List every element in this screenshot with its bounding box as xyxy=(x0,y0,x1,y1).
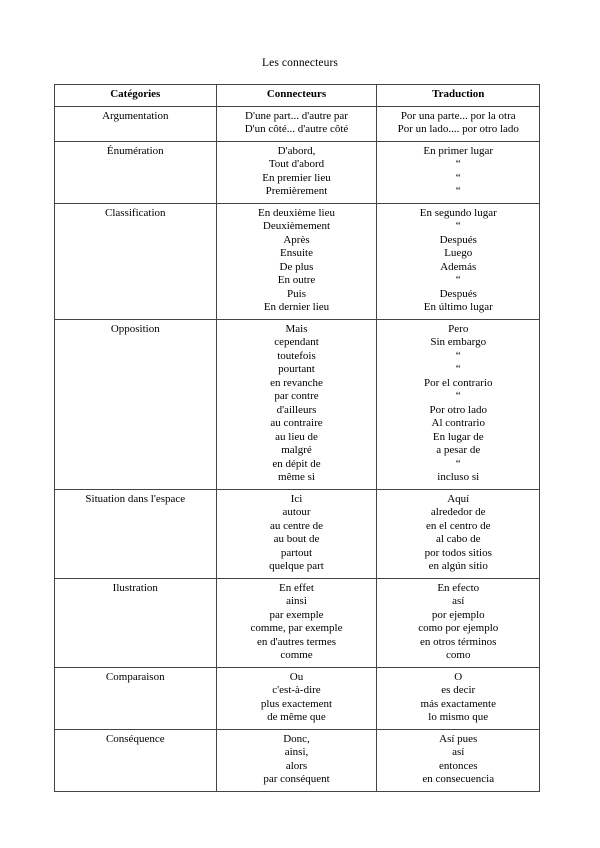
connector-line: comme xyxy=(280,649,313,661)
translation-line: Aquí xyxy=(447,492,470,505)
translation-line: “ xyxy=(455,171,461,184)
translation-line: alrededor de xyxy=(430,506,486,518)
translation-line: En efecto xyxy=(437,581,480,594)
connector-line: Mais xyxy=(285,322,308,335)
translation-line: Al contrario xyxy=(431,417,485,429)
connector-cell xyxy=(216,319,377,489)
translation-line: “ xyxy=(455,220,461,232)
translation-line: incluso si xyxy=(437,471,480,483)
connector-line: Puis xyxy=(287,287,306,300)
connector-cell xyxy=(216,106,377,141)
connector-line: En premier lieu xyxy=(262,171,331,184)
connector-line: au lieu de xyxy=(275,430,318,443)
translation-line: es decir xyxy=(441,684,476,696)
connector-line: D'abord, xyxy=(277,144,316,157)
connector-line: toutefois xyxy=(277,349,316,362)
category-label: Opposition xyxy=(110,322,160,335)
translation-line: como xyxy=(446,649,471,661)
translation-line: en el centro de xyxy=(426,519,491,532)
connector-line: D'une part... d'autre par xyxy=(245,109,348,122)
category-label: Situation dans l'espace xyxy=(85,492,186,505)
translation-line: Además xyxy=(440,260,477,273)
connector-line: par exemple xyxy=(269,608,324,621)
connector-line: Ici xyxy=(290,492,303,505)
translation-line: “ xyxy=(455,274,461,286)
connector-line: Après xyxy=(283,233,310,246)
connector-line: plus exactement xyxy=(260,697,333,710)
translation-line: al cabo de xyxy=(435,533,481,545)
translation-cell xyxy=(377,489,540,578)
connector-line: en revanche xyxy=(270,376,323,389)
connector-line: par contre xyxy=(274,390,319,402)
connector-line: au bout de xyxy=(273,533,320,545)
connector-line: En deuxième lieu xyxy=(258,206,335,219)
translation-line: Después xyxy=(439,287,477,300)
connector-cell xyxy=(216,667,377,729)
category-label: Comparaison xyxy=(105,670,165,683)
translation-line: a pesar de xyxy=(436,444,481,456)
translation-line: Sin embargo xyxy=(430,336,487,348)
connector-line: en d'autres termes xyxy=(257,635,336,648)
connector-line: cependant xyxy=(274,336,319,348)
connector-line: En effet xyxy=(279,581,314,594)
translation-line: en consecuencia xyxy=(422,773,495,785)
category-cell xyxy=(55,106,217,141)
category-cell xyxy=(55,729,217,791)
translation-cell xyxy=(377,667,540,729)
translation-line: por todos sitios xyxy=(424,546,492,559)
translation-cell xyxy=(377,729,540,791)
translation-line: Por una parte... por la otra xyxy=(400,109,516,122)
translation-line: Después xyxy=(439,233,477,246)
translation-cell xyxy=(377,106,540,141)
connector-line: ainsi, xyxy=(284,746,309,758)
connector-line: de même que xyxy=(267,711,326,723)
table-row xyxy=(55,729,540,791)
translation-line: en otros términos xyxy=(420,635,497,648)
translation-line: “ xyxy=(455,457,461,470)
connector-line: Ensuite xyxy=(280,247,313,259)
category-cell xyxy=(55,489,217,578)
translation-line: Por el contrario xyxy=(424,376,493,389)
translation-line: O xyxy=(454,670,463,683)
category-cell xyxy=(55,203,217,319)
category-label: Classification xyxy=(105,206,166,219)
translation-line: En lugar de xyxy=(432,430,484,443)
header-traduction: Traduction xyxy=(377,85,540,107)
category-cell xyxy=(55,578,217,667)
translation-line: lo mismo que xyxy=(428,711,489,723)
connector-line: pourtant xyxy=(278,363,315,375)
connector-line: au centre de xyxy=(269,519,324,532)
connector-line: d'ailleurs xyxy=(276,403,317,416)
connectors-table xyxy=(54,84,540,792)
category-label: Conséquence xyxy=(105,732,165,745)
connector-line: quelque part xyxy=(269,560,324,572)
table-row xyxy=(55,319,540,489)
translation-cell xyxy=(377,578,540,667)
translation-line: “ xyxy=(455,185,461,197)
category-label: Ilustration xyxy=(112,581,158,594)
table-row xyxy=(55,667,540,729)
connector-line: Premièrement xyxy=(265,185,328,197)
translation-line: Pero xyxy=(448,322,469,335)
connector-line: alors xyxy=(285,759,308,772)
connector-line: au contraire xyxy=(270,417,323,429)
translation-line: En último lugar xyxy=(423,301,493,313)
connector-cell xyxy=(216,203,377,319)
connector-line: comme, par exemple xyxy=(250,622,343,634)
connector-cell xyxy=(216,578,377,667)
connector-line: autour xyxy=(282,506,311,518)
category-label: Argumentation xyxy=(102,109,169,122)
translation-line: Así pues xyxy=(439,732,478,745)
connector-line: en dépit de xyxy=(272,457,321,470)
connector-line: même si xyxy=(278,471,315,483)
translation-cell xyxy=(377,203,540,319)
table-row xyxy=(55,578,540,667)
connector-line: Deuxièmement xyxy=(262,220,331,232)
table-row xyxy=(55,106,540,141)
connector-line: En dernier lieu xyxy=(263,301,330,313)
connector-cell xyxy=(216,729,377,791)
translation-cell xyxy=(377,141,540,203)
header-connecteurs: Connecteurs xyxy=(216,85,377,107)
translation-line: más exactamente xyxy=(420,697,496,710)
translation-line: En segundo lugar xyxy=(419,206,497,219)
table-row xyxy=(55,203,540,319)
page-title: Les connecteurs xyxy=(262,57,338,69)
connector-line: De plus xyxy=(279,260,314,273)
translation-line: Por otro lado xyxy=(429,403,487,416)
category-cell xyxy=(55,141,217,203)
connector-line: ainsi xyxy=(286,595,307,607)
translation-line: “ xyxy=(455,390,461,402)
category-cell xyxy=(55,319,217,489)
connector-cell xyxy=(216,141,377,203)
table-row xyxy=(55,141,540,203)
translation-line: “ xyxy=(455,349,461,362)
connector-line: D'un côté... d'autre côté xyxy=(244,123,349,135)
connector-line: Ou xyxy=(289,670,304,683)
header-categories: Catégories xyxy=(55,85,217,107)
table-row xyxy=(55,489,540,578)
translation-line: como por ejemplo xyxy=(418,622,499,634)
translation-line: Por un lado.... por otro lado xyxy=(397,123,519,135)
connector-line: Tout d'abord xyxy=(268,158,325,170)
category-label: Énumération xyxy=(106,144,164,157)
connector-line: malgré xyxy=(281,444,312,456)
translation-line: “ xyxy=(455,158,461,170)
connector-line: par conséquent xyxy=(263,773,330,785)
connector-cell xyxy=(216,489,377,578)
translation-cell xyxy=(377,319,540,489)
translation-line: entonces xyxy=(439,759,478,772)
table-body xyxy=(55,106,540,791)
translation-line: “ xyxy=(455,363,461,375)
category-cell xyxy=(55,667,217,729)
translation-line: así xyxy=(452,746,465,758)
translation-line: Luego xyxy=(444,247,473,259)
translation-line: por ejemplo xyxy=(431,608,485,621)
connector-line: Donc, xyxy=(283,732,310,745)
table-header-row xyxy=(55,85,540,107)
connector-line: c'est-à-dire xyxy=(272,684,321,696)
translation-line: en algún sitio xyxy=(428,560,488,572)
connector-line: partout xyxy=(280,546,313,559)
translation-line: En primer lugar xyxy=(423,144,494,157)
translation-line: así xyxy=(452,595,465,607)
connector-line: En outre xyxy=(277,274,316,286)
